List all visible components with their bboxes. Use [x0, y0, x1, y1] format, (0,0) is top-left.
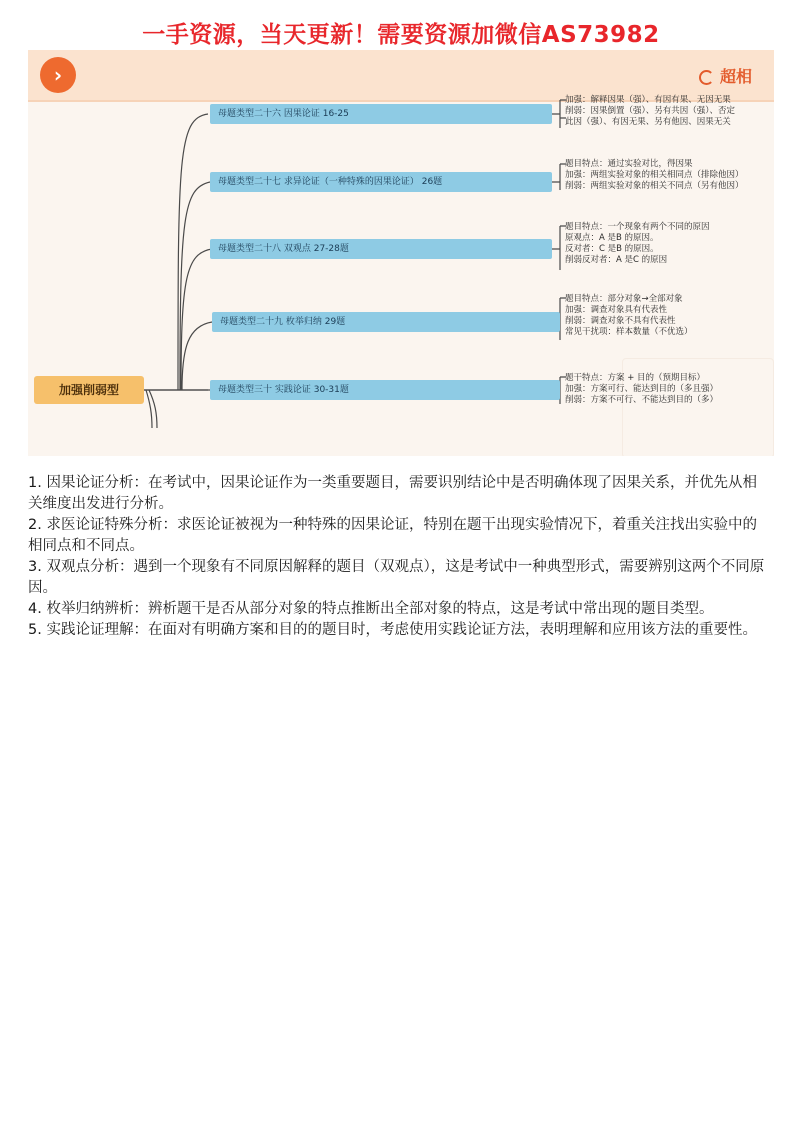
article-paragraph: 1. 因果论证分析：在考试中，因果论证作为一类重要题目，需要识别结论中是否明确体现了因果关系，并优先从相关维度出发进行分析。	[28, 475, 757, 512]
note-line: 加强：调查对象具有代表性	[565, 305, 668, 315]
root-node: 加强削弱型	[34, 376, 144, 404]
note-line: 题干特点：方案 + 目的（预期目标）	[565, 373, 706, 383]
note-line: 此因（强）、有因无果、另有他因、因果无关	[565, 117, 731, 127]
node-induction: 母题类型二十九 枚举归纳 29题	[212, 312, 560, 332]
notes-causal	[565, 95, 735, 128]
note-line: 削弱：两组实验对象的相关不同点（另有他因）	[565, 181, 744, 191]
article-body	[28, 473, 768, 641]
node-dual-view: 母题类型二十八 双观点 27-28题	[210, 239, 552, 259]
banner-title: 一手资源，当天更新！需要资源加微信AS73982	[28, 18, 774, 52]
note-line: 原观点：A 是B 的原因。	[565, 233, 659, 243]
notes-practice	[565, 373, 718, 406]
note-line: 削弱：方案不可行、不能达到目的（多）	[565, 395, 719, 405]
note-line: 题目特点：通过实验对比，得因果	[565, 159, 693, 169]
article-paragraph: 2. 求医论证特殊分析：求医论证被视为一种特殊的因果论证，特别在题干出现实验情况下，着重关注找出实验中的相同点和不同点。	[28, 517, 757, 554]
note-line: 削弱反对者：A 是C 的原因	[565, 255, 668, 265]
node-causal: 母题类型二十六 因果论证 16-25	[210, 104, 552, 124]
node-practice: 母题类型三十 实践论证 30-31题	[210, 380, 560, 400]
note-line: 加强：方案可行、能达到目的（多且强）	[565, 384, 719, 394]
article-paragraph: 5. 实践论证理解：在面对有明确方案和目的的题目时，考虑使用实践论证方法，表明理解和应用该方法的重要性。	[28, 622, 757, 638]
note-line: 加强：解释因果（强）、有因有果、无因无果	[565, 95, 731, 105]
note-line: 削弱：调查对象不具有代表性	[565, 316, 676, 326]
notes-dual-view	[565, 222, 710, 266]
note-line: 削弱：因果倒置（强）、另有共因（强）、否定	[565, 106, 736, 116]
chevron-right-icon[interactable]: ›	[40, 57, 76, 93]
brand-logo-text: 超相	[719, 67, 752, 86]
note-line: 题目特点：部分对象→全部对象	[565, 294, 683, 304]
mindmap-banner	[28, 18, 774, 456]
notes-difference	[565, 159, 744, 192]
notes-induction	[565, 294, 693, 338]
article-paragraph: 3. 双观点分析：遇到一个现象有不同原因解释的题目（双观点），这是考试中一种典型形式，需要辨别这两个不同原因。	[28, 559, 765, 596]
note-line: 加强：两组实验对象的相关相同点（排除他因）	[565, 170, 744, 180]
node-difference: 母题类型二十七 求异论证（一种特殊的因果论证） 26题	[210, 172, 552, 192]
article-paragraph: 4. 枚举归纳辨析：辨析题干是否从部分对象的特点推断出全部对象的特点，这是考试中常出现的题目类型。	[28, 601, 714, 617]
note-line: 题目特点：一个现象有两个不同的原因	[565, 222, 710, 232]
note-line: 常见干扰项：样本数量（不优选）	[565, 327, 693, 337]
note-line: 反对者：C 是B 的原因。	[565, 244, 659, 254]
